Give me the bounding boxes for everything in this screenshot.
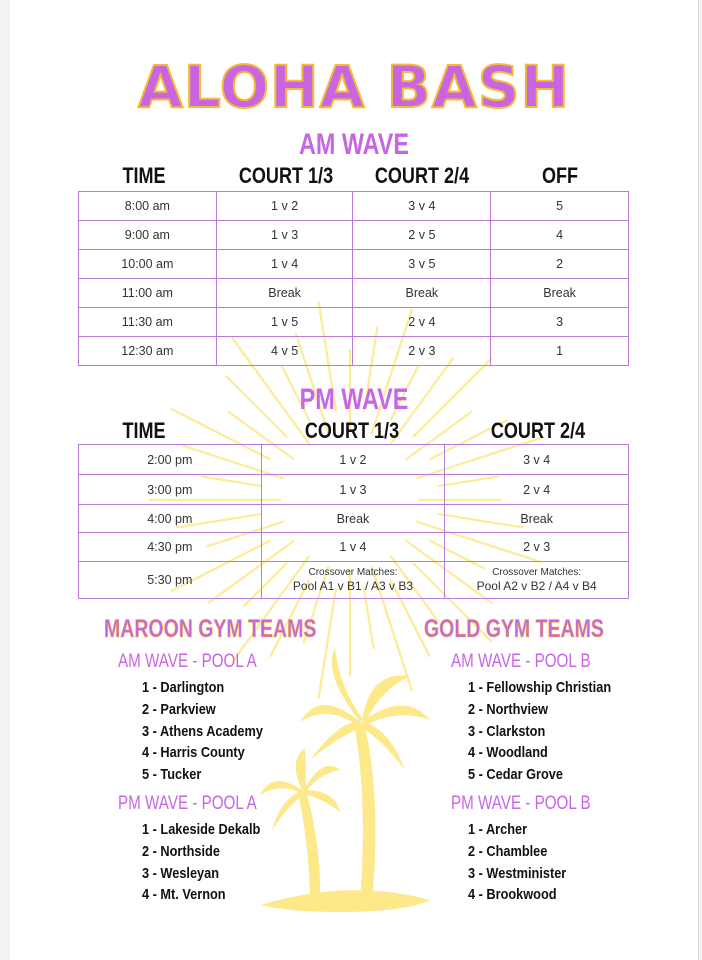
table-row (79, 221, 629, 250)
pm-header-court24: COURT 2/4 (490, 418, 586, 443)
pm-wave-title: PM WAVE (299, 383, 409, 416)
pm-court13-cell: 1 v 2 (261, 445, 445, 475)
list-item: 5 - Tucker (142, 766, 202, 784)
am-header-time: TIME (122, 163, 166, 188)
table-row (79, 250, 629, 279)
list-item: 4 - Harris County (142, 744, 245, 762)
maroon-pm-team-list (142, 819, 281, 906)
am-court24-cell: 2 v 5 (353, 221, 491, 250)
table-row (79, 445, 629, 475)
pm-court24-cell: 2 v 3 (445, 533, 629, 562)
list-item: 1 - Fellowship Christian (468, 679, 612, 696)
am-court24-cell: 3 v 4 (353, 192, 491, 221)
am-off-cell: Break (491, 279, 629, 308)
crossover-court13-cell (261, 562, 445, 599)
crossover-matches: Pool A2 v B2 / A4 v B4 (476, 579, 597, 593)
am-court13-cell: 1 v 3 (216, 221, 353, 250)
pm-court13-cell: 1 v 3 (261, 475, 445, 505)
am-time-cell: 12:30 am (79, 337, 217, 366)
am-court13-cell: 1 v 4 (216, 250, 353, 279)
maroon-pm-pool-title: PM WAVE - POOL A (118, 793, 257, 814)
table-row (79, 192, 629, 221)
crossover-label: Crossover Matches: (308, 567, 398, 578)
list-item: 3 - Westminister (468, 864, 567, 882)
table-row (79, 279, 629, 308)
am-off-cell: 3 (491, 308, 629, 337)
pm-court24-cell: Break (445, 505, 629, 533)
flyer-page (10, 0, 699, 960)
gold-pm-pool-title: PM WAVE - POOL B (451, 793, 591, 814)
list-item: 1 - Darlington (142, 679, 225, 696)
am-header-off: OFF (541, 163, 579, 188)
am-court13-cell: 1 v 2 (216, 192, 353, 221)
table-row (79, 533, 629, 562)
list-item: 1 - Archer (468, 821, 528, 838)
list-item: 2 - Northview (468, 700, 549, 718)
maroon-gym-title: MAROON GYM TEAMS (104, 615, 317, 643)
am-off-cell: 1 (491, 337, 629, 366)
table-row (79, 337, 629, 366)
crossover-matches: Pool A1 v B1 / A3 v B3 (292, 579, 413, 593)
list-item: 2 - Parkview (142, 700, 216, 718)
table-row (79, 562, 629, 599)
list-item: 4 - Mt. Vernon (142, 886, 226, 904)
list-item: 3 - Athens Academy (142, 722, 263, 740)
am-off-cell: 4 (491, 221, 629, 250)
list-item: 3 - Wesleyan (142, 864, 220, 882)
list-item: 2 - Northside (142, 842, 220, 860)
am-court24-cell: 3 v 5 (353, 250, 491, 279)
pm-time-cell: 4:30 pm (79, 533, 262, 562)
maroon-am-team-list (142, 677, 284, 786)
am-court24-cell: Break (353, 279, 491, 308)
pm-time-cell: 3:00 pm (79, 475, 262, 505)
table-row (79, 308, 629, 337)
gold-gym-title: GOLD GYM TEAMS (424, 615, 604, 643)
crossover-label: Crossover Matches: (492, 567, 582, 578)
list-item: 4 - Brookwood (468, 886, 557, 904)
am-off-cell: 5 (491, 192, 629, 221)
list-item: 1 - Lakeside Dekalb (142, 821, 261, 838)
event-title: ALOHA BASH (137, 53, 571, 121)
list-item: 5 - Cedar Grove (468, 766, 563, 784)
pm-time-cell: 2:00 pm (79, 445, 262, 475)
table-row (79, 475, 629, 505)
maroon-am-pool-title: AM WAVE - POOL A (118, 651, 257, 672)
am-schedule-table (78, 191, 629, 366)
pm-schedule-table (78, 444, 629, 599)
am-time-cell: 11:00 am (79, 279, 217, 308)
list-item: 4 - Woodland (468, 744, 548, 762)
am-court13-cell: 4 v 5 (216, 337, 353, 366)
crossover-court24-cell (445, 562, 629, 599)
palm-trees-icon (260, 648, 430, 912)
pm-time-cell: 5:30 pm (79, 562, 262, 599)
pm-court24-cell: 2 v 4 (445, 475, 629, 505)
gold-pm-team-list (468, 819, 584, 906)
am-court13-cell: Break (216, 279, 353, 308)
am-time-cell: 8:00 am (79, 192, 217, 221)
pm-court13-cell: 1 v 4 (261, 533, 445, 562)
sun-ray (319, 589, 336, 698)
gold-am-team-list (468, 677, 636, 786)
table-row (79, 505, 629, 533)
am-time-cell: 10:00 am (79, 250, 217, 279)
am-off-cell: 2 (491, 250, 629, 279)
list-item: 3 - Clarkston (468, 722, 546, 740)
am-court13-cell: 1 v 5 (216, 308, 353, 337)
am-time-cell: 9:00 am (79, 221, 217, 250)
list-item: 2 - Chamblee (468, 842, 548, 860)
am-wave-title: AM WAVE (298, 128, 410, 161)
pm-header-time: TIME (122, 418, 166, 443)
am-time-cell: 11:30 am (79, 308, 217, 337)
pm-court24-cell: 3 v 4 (445, 445, 629, 475)
am-header-court13: COURT 1/3 (238, 163, 334, 188)
am-court24-cell: 2 v 4 (353, 308, 491, 337)
am-court24-cell: 2 v 3 (353, 337, 491, 366)
am-header-court24: COURT 2/4 (374, 163, 470, 188)
gold-am-pool-title: AM WAVE - POOL B (451, 651, 591, 672)
pm-time-cell: 4:00 pm (79, 505, 262, 533)
pm-header-court13: COURT 1/3 (304, 418, 400, 443)
pm-court13-cell: Break (261, 505, 445, 533)
